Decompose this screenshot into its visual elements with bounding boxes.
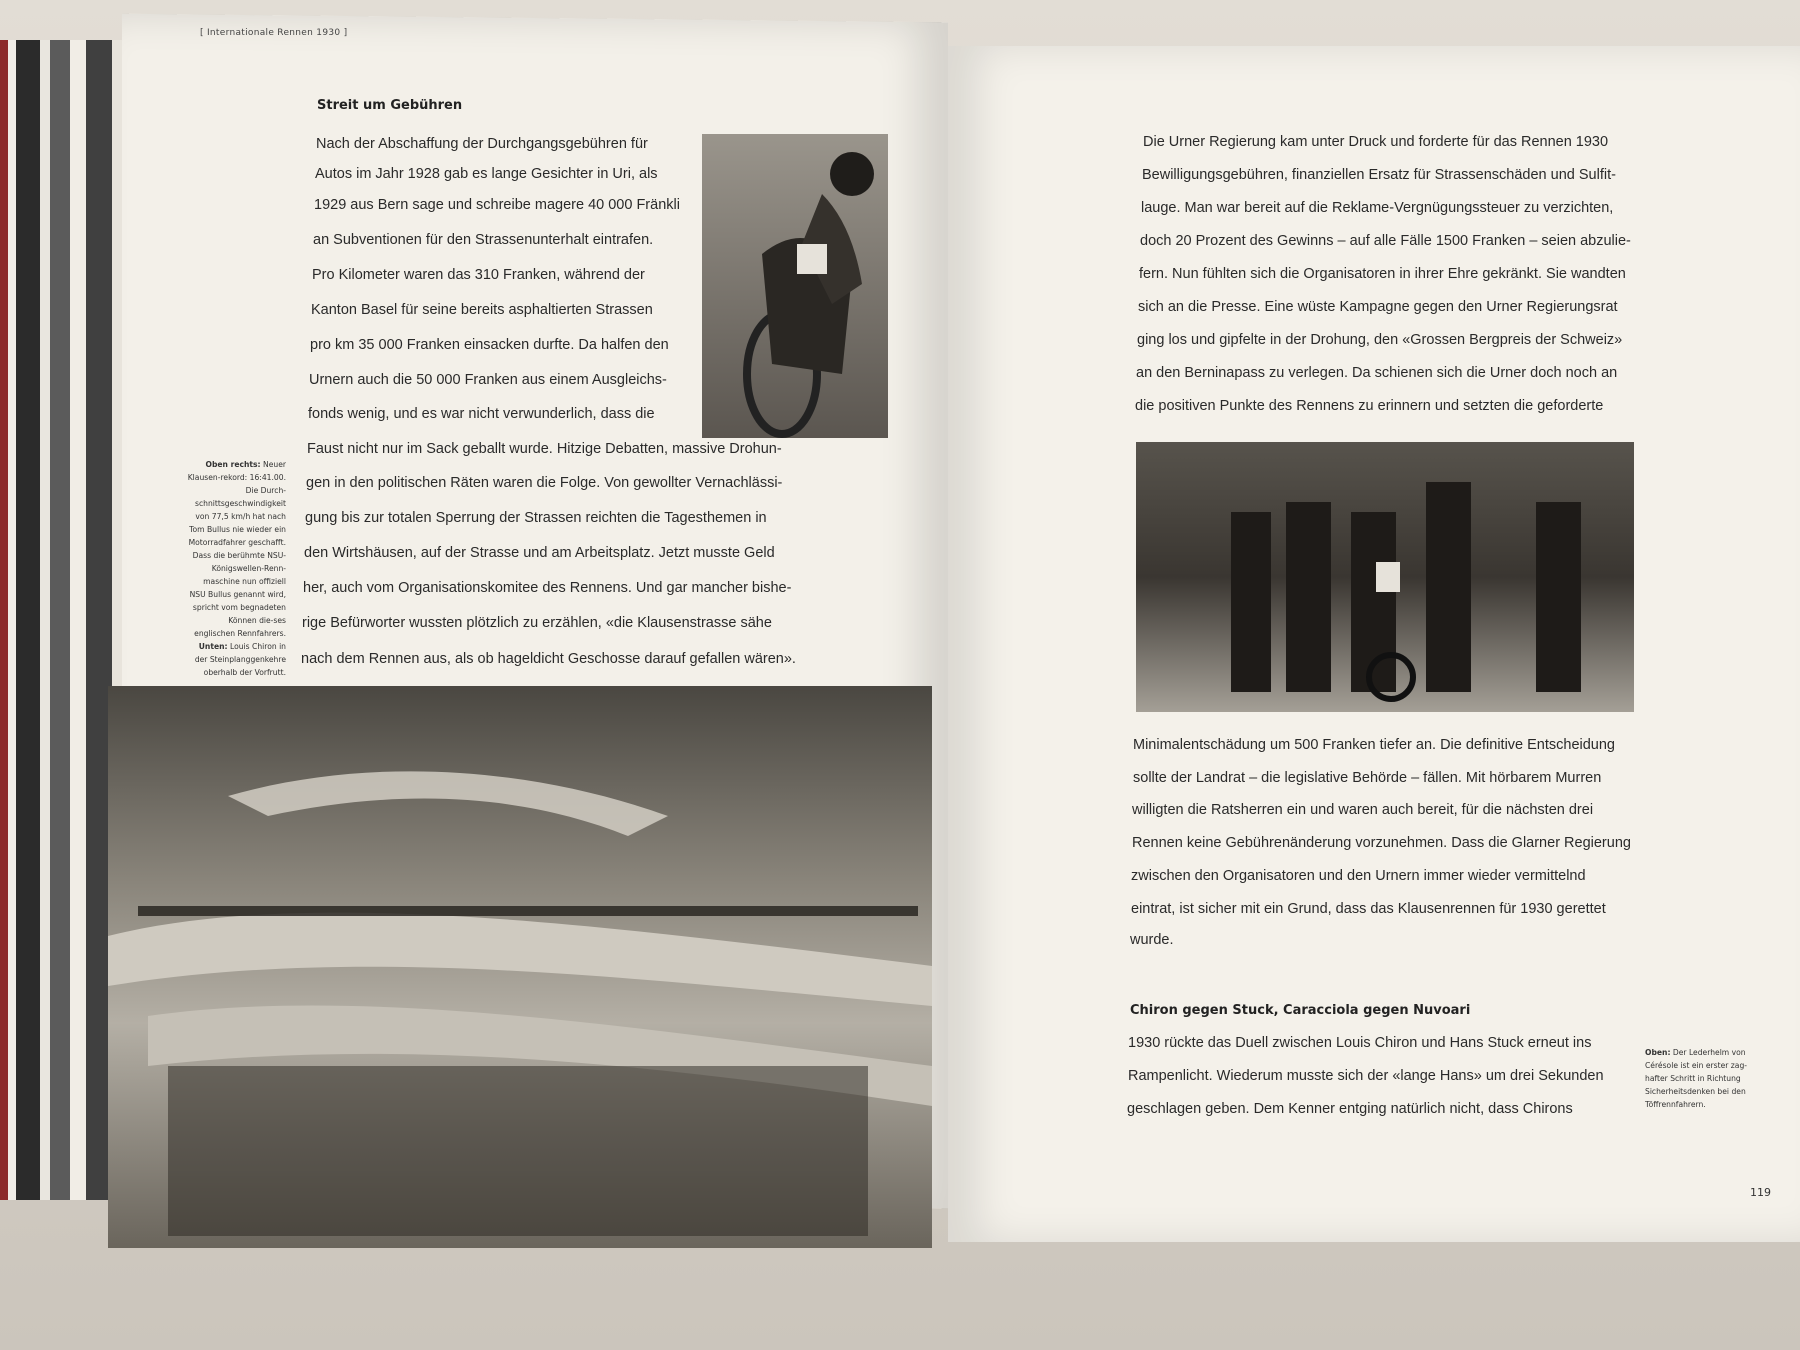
caption-label-bottom: Unten: xyxy=(198,642,228,651)
text-line: an den Berninapass zu verlegen. Da schienen sich die Urner doch noch an xyxy=(1136,365,1618,381)
text-line: Bewilligungsgebühren, finanziellen Ersatz für Strassenschäden und Sulfit- xyxy=(1142,167,1616,183)
text-line: Pro Kilometer waren das 310 Franken, während der xyxy=(312,267,645,283)
text-line: ging los und gipfelte in der Drohung, den «Grossen Bergpreis der Schweiz» xyxy=(1137,332,1623,348)
text-line: her, auch vom Organisationskomitee des Rennens. Und gar mancher bishe- xyxy=(303,580,792,596)
text-line: fern. Nun fühlten sich die Organisatoren in ihrer Ehre gekränkt. Sie wandten xyxy=(1139,266,1626,282)
text-line: zwischen den Organisatoren und den Urnern immer wieder vermittelnd xyxy=(1131,868,1586,884)
text-line: nach dem Rennen aus, als ob hageldicht Geschosse darauf gefallen wären». xyxy=(301,651,796,667)
running-header: [ Internationale Rennen 1930 ] xyxy=(200,28,348,38)
text-line: geschlagen geben. Dem Kenner entging natürlich nicht, dass Chirons xyxy=(1127,1101,1573,1117)
text-line: gen in den politischen Räten waren die Folge. Von gewollter Vernachlässi- xyxy=(306,475,783,491)
text-line: an Subventionen für den Strassenunterhalt eintrafen. xyxy=(313,232,654,248)
right-heading: Chiron gegen Stuck, Caracciola gegen Nuvoari xyxy=(1130,1003,1471,1018)
text-line: Urnern auch die 50 000 Franken aus einem Ausgleichs- xyxy=(309,372,667,388)
text-line: wurde. xyxy=(1130,932,1174,948)
text-line: die positiven Punkte des Rennens zu erinnern und setzten die geforderte xyxy=(1135,398,1604,414)
text-line: den Wirtshäusen, auf der Strasse und am Arbeitsplatz. Jetzt musste Geld xyxy=(304,545,775,561)
group-photo xyxy=(1136,442,1634,712)
caption-label: Oben: xyxy=(1645,1048,1671,1057)
right-caption xyxy=(1645,1046,1765,1111)
caption-label-top: Oben rechts: xyxy=(205,460,261,469)
text-line: Kanton Basel für seine bereits asphaltierten Strassen xyxy=(311,302,653,318)
mountain-pass-race-photo xyxy=(108,686,932,1248)
text-line: willigten die Ratsherren ein und waren auch bereit, für die nächsten drei xyxy=(1132,802,1594,818)
motorcycle-rider-photo xyxy=(702,134,888,438)
text-line: doch 20 Prozent des Gewinns – auf alle Fälle 1500 Franken – seien abzulie- xyxy=(1140,233,1631,249)
text-line: sich an die Presse. Eine wüste Kampagne gegen den Urner Regierungsrat xyxy=(1138,299,1618,315)
text-line: Rampenlicht. Wiederum musste sich der «lange Hans» um drei Sekunden xyxy=(1128,1068,1604,1084)
text-line: Faust nicht nur im Sack geballt wurde. Hitzige Debatten, massive Drohun- xyxy=(307,441,782,457)
text-line: Minimalentschädung um 500 Franken tiefer an. Die definitive Entscheidung xyxy=(1133,737,1615,753)
text-line: eintrat, ist sicher mit ein Grund, dass das Klausenrennen für 1930 gerettet xyxy=(1131,901,1606,917)
text-line: 1930 rückte das Duell zwischen Louis Chiron und Hans Stuck erneut ins xyxy=(1128,1035,1592,1051)
text-line: Nach der Abschaffung der Durchgangsgebühren für xyxy=(316,136,648,152)
left-caption xyxy=(186,458,286,679)
left-heading: Streit um Gebühren xyxy=(317,98,463,113)
page-number: 119 xyxy=(1750,1186,1771,1199)
text-line: 1929 aus Bern sage und schreibe magere 40 000 Fränkli xyxy=(314,197,680,213)
text-line: Rennen keine Gebührenänderung vorzunehmen. Dass die Glarner Regierung xyxy=(1132,835,1631,851)
caption-text-bottom: Louis Chiron in der Steinplanggenkehre oberhalb der Vorfrutt. xyxy=(194,642,286,677)
text-line: rige Befürworter wussten plötzlich zu erzählen, «die Klausenstrasse sähe xyxy=(302,615,772,631)
text-line: pro km 35 000 Franken einsacken durfte. Da halfen den xyxy=(310,337,669,353)
caption-text: Der Lederhelm von Cérésole ist ein erster zag-hafter Schritt in Richtung Sicherheitsdenken bei den Töffrennfahrern. xyxy=(1645,1048,1748,1109)
text-line: Autos im Jahr 1928 gab es lange Gesichter in Uri, als xyxy=(315,166,658,182)
text-line: gung bis zur totalen Sperrung der Strassen reichten die Tagesthemen in xyxy=(305,510,767,526)
text-line: sollte der Landrat – die legislative Behörde – fällen. Mit hörbarem Murren xyxy=(1133,770,1602,786)
caption-text-top: Neuer Klausen-rekord: 16:41.00. Die Durch-schnittsgeschwindigkeit von 77,5 km/h hat nach Tom Bullus nie wieder ein Motorradfahrer geschafft. Dass die berühmte NSU-Königswellen-Renn-maschine nun offiziell NSU Bullus genannt wird, spricht vom begnadeten Können die-ses englischen Rennfahrers. xyxy=(187,460,286,638)
text-line: lauge. Man war bereit auf die Reklame-Vergnügungssteuer zu verzichten, xyxy=(1141,200,1614,216)
text-line: Die Urner Regierung kam unter Druck und forderte für das Rennen 1930 xyxy=(1143,134,1609,150)
text-line: fonds wenig, und es war nicht verwunderlich, dass die xyxy=(308,406,655,422)
